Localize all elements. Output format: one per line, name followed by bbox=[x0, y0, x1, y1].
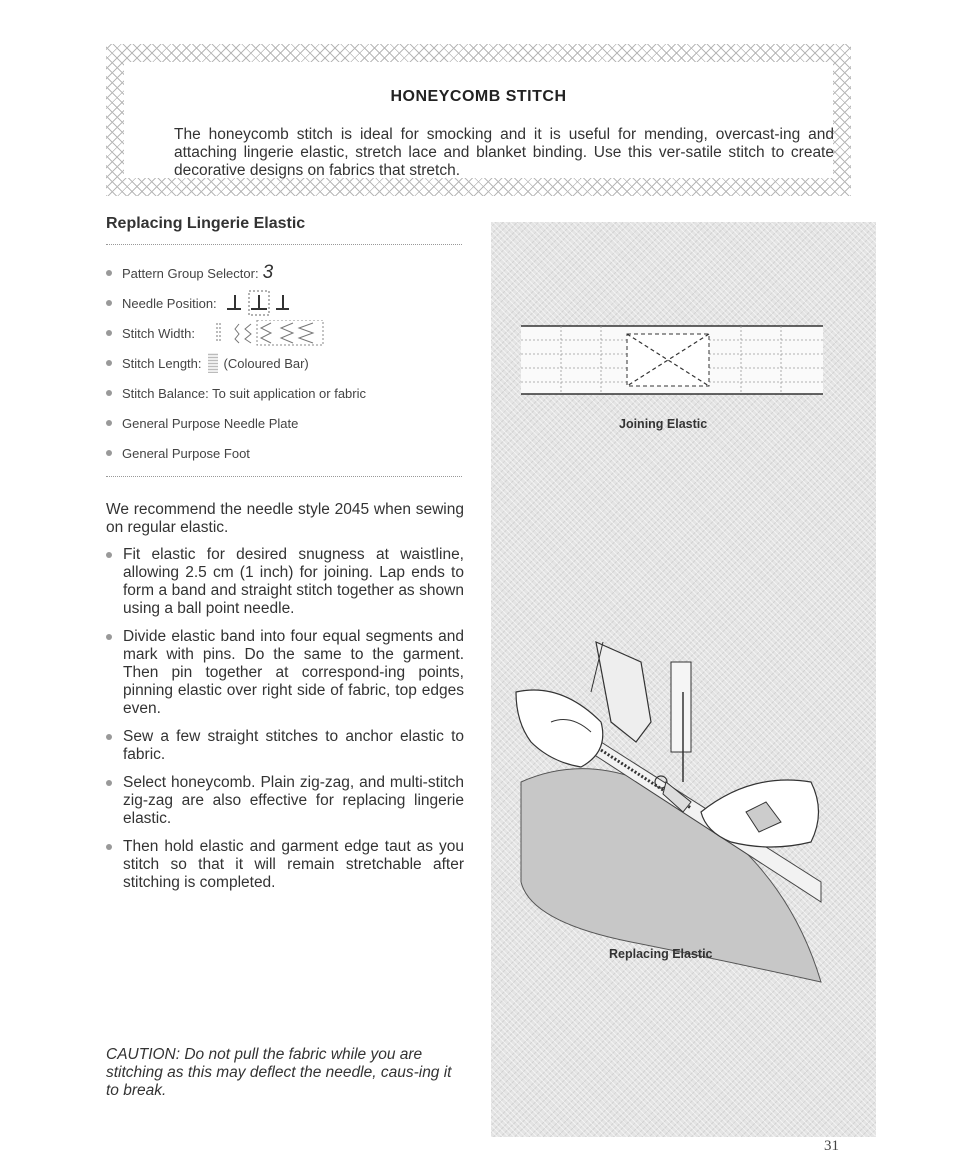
list-item: Divide elastic band into four equal segments and mark with pins. Do the same to the garment. Then pin together at correspond-ing points, pinning elastic over right side of fabric, top edges even. bbox=[106, 628, 464, 718]
bullet-icon bbox=[106, 552, 112, 558]
bullet-icon bbox=[106, 360, 112, 366]
bullet-icon bbox=[106, 450, 112, 456]
bullet-icon bbox=[106, 634, 112, 640]
needle-position-icon bbox=[221, 290, 299, 316]
coloured-bar-icon bbox=[208, 353, 218, 373]
figure-caption-replacing: Replacing Elastic bbox=[609, 947, 713, 961]
stitch-width-icon bbox=[213, 320, 325, 346]
bullet-icon bbox=[106, 330, 112, 336]
caution-note: CAUTION: Do not pull the fabric while you are stitching as this may deflect the needle, caus-ing it to break. bbox=[106, 1046, 452, 1099]
bullet-icon bbox=[106, 390, 112, 396]
instruction-steps bbox=[106, 546, 464, 902]
setting-needle-position: Needle Position: bbox=[106, 288, 466, 318]
list-item: Select honeycomb. Plain zig-zag, and multi-stitch zig-zag are also effective for replacing lingerie elastic. bbox=[106, 774, 464, 828]
setting-stitch-width: Stitch Width: bbox=[106, 318, 466, 348]
bullet-icon bbox=[106, 270, 112, 276]
setting-foot: General Purpose Foot bbox=[106, 438, 466, 468]
list-item: Fit elastic for desired snugness at waistline, allowing 2.5 cm (1 inch) for joining. Lap ends to form a band and straight stitch together as shown using a ball point needle. bbox=[106, 546, 464, 618]
section-title: HONEYCOMB STITCH bbox=[390, 88, 567, 105]
page-number: 31 bbox=[824, 1138, 839, 1154]
bullet-icon bbox=[106, 734, 112, 740]
list-item: Sew a few straight stitches to anchor elastic to fabric. bbox=[106, 728, 464, 764]
setting-stitch-length: Stitch Length: (Coloured Bar) bbox=[106, 348, 466, 378]
bullet-icon bbox=[106, 420, 112, 426]
divider bbox=[106, 244, 462, 245]
subsection-heading: Replacing Lingerie Elastic bbox=[106, 215, 306, 232]
bullet-icon bbox=[106, 780, 112, 786]
bullet-icon bbox=[106, 300, 112, 306]
setting-stitch-balance: Stitch Balance: To suit application or fabric bbox=[106, 378, 466, 408]
list-item: Then hold elastic and garment edge taut as you stitch so that it will remain stretchable after stitching is completed. bbox=[106, 838, 464, 892]
header-inner bbox=[124, 62, 833, 178]
figure-caption-joining: Joining Elastic bbox=[619, 417, 708, 431]
machine-settings-list bbox=[106, 258, 466, 468]
setting-pattern-group: Pattern Group Selector: 3 bbox=[106, 258, 466, 288]
intro-paragraph: The honeycomb stitch is ideal for smocking and it is useful for mending, overcast-ing and attaching lingerie elastic, stretch lace and blanket binding. Use this ver-satile stitch to create decorative designs on fabrics that stretch. bbox=[174, 126, 834, 179]
pattern-group-value: 3 bbox=[262, 262, 274, 283]
setting-needle-plate: General Purpose Needle Plate bbox=[106, 408, 466, 438]
replacing-elastic-illustration bbox=[491, 222, 876, 1137]
divider bbox=[106, 476, 462, 477]
needle-recommendation: We recommend the needle style 2045 when sewing on regular elastic. bbox=[106, 501, 464, 536]
illustration-panel bbox=[491, 222, 876, 1137]
header-box bbox=[106, 44, 851, 196]
bullet-icon bbox=[106, 844, 112, 850]
